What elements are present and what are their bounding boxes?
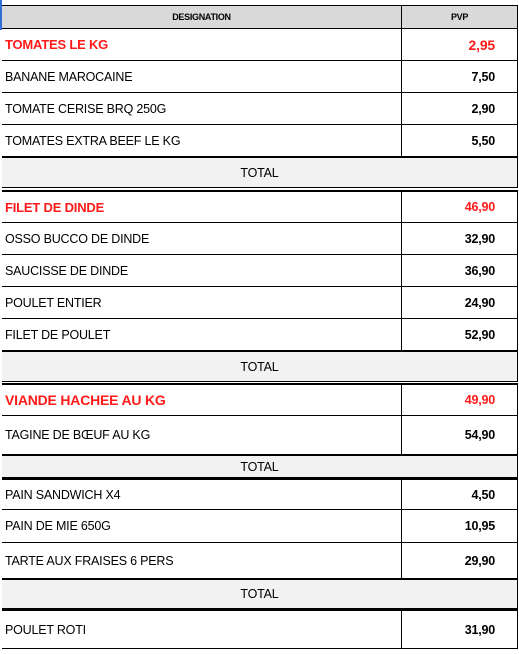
row-designation: TOMATE CERISE BRQ 250G	[2, 93, 402, 124]
total-row[interactable]	[2, 455, 518, 478]
row-price: 49,90	[464, 393, 495, 407]
row-designation: TAGINE DE BŒUF AU KG	[2, 416, 402, 454]
row-designation: POULET ENTIER	[2, 287, 402, 318]
table-row[interactable]	[2, 609, 518, 649]
header-designation: DESIGNATION	[2, 6, 402, 28]
table-row[interactable]	[2, 125, 518, 157]
row-price: 32,90	[464, 231, 495, 246]
row-designation: VIANDE HACHEE AU KG	[2, 385, 402, 415]
row-price: 2,95	[468, 36, 495, 53]
row-designation: FILET DE DINDE	[2, 192, 402, 222]
row-designation: TARTE AUX FRAISES 6 PERS	[2, 543, 402, 578]
table-row[interactable]	[2, 319, 518, 351]
header-pvp: PVP	[450, 12, 469, 22]
row-designation: OSSO BUCCO DE DINDE	[2, 223, 402, 254]
row-designation: FILET DE POULET	[2, 319, 402, 350]
row-price: 7,50	[471, 69, 495, 84]
row-designation: TOMATES EXTRA BEEF LE KG	[2, 125, 402, 156]
row-designation: SAUCISSE DE DINDE	[2, 255, 402, 286]
row-price: 46,90	[464, 200, 495, 214]
row-price: 36,90	[464, 263, 495, 278]
table-row[interactable]	[2, 29, 518, 61]
total-label: TOTAL	[240, 459, 279, 474]
table-row[interactable]	[2, 61, 518, 93]
table-row[interactable]	[2, 223, 518, 255]
table-row[interactable]	[2, 255, 518, 287]
row-price: 4,50	[471, 487, 495, 502]
row-price: 54,90	[464, 428, 495, 442]
total-label: TOTAL	[240, 165, 279, 180]
row-designation: POULET ROTI	[2, 611, 402, 648]
table-row[interactable]	[2, 478, 518, 510]
table-row[interactable]	[2, 543, 518, 579]
row-price: 2,90	[471, 101, 495, 116]
table-row[interactable]	[2, 287, 518, 319]
table-row[interactable]	[2, 190, 518, 223]
row-price: 31,90	[464, 622, 495, 637]
total-row[interactable]	[2, 579, 518, 609]
row-price: 10,95	[464, 519, 495, 533]
table-row[interactable]	[2, 510, 518, 543]
row-designation: PAIN SANDWICH X4	[2, 480, 402, 509]
total-label: TOTAL	[240, 359, 279, 374]
total-row[interactable]	[2, 351, 518, 382]
total-row[interactable]	[2, 157, 518, 188]
row-designation: BANANE MAROCAINE	[2, 61, 402, 92]
row-price: 29,90	[464, 553, 495, 568]
row-designation: PAIN DE MIE 650G	[2, 510, 402, 542]
table-row[interactable]	[2, 93, 518, 125]
row-designation: TOMATES LE KG	[2, 29, 402, 60]
table-header	[2, 5, 518, 29]
row-price: 5,50	[471, 133, 495, 148]
total-label: TOTAL	[240, 587, 279, 601]
row-price: 52,90	[464, 327, 495, 342]
table-row[interactable]	[2, 416, 518, 455]
table-row[interactable]	[2, 383, 518, 416]
row-price: 24,90	[464, 295, 495, 310]
